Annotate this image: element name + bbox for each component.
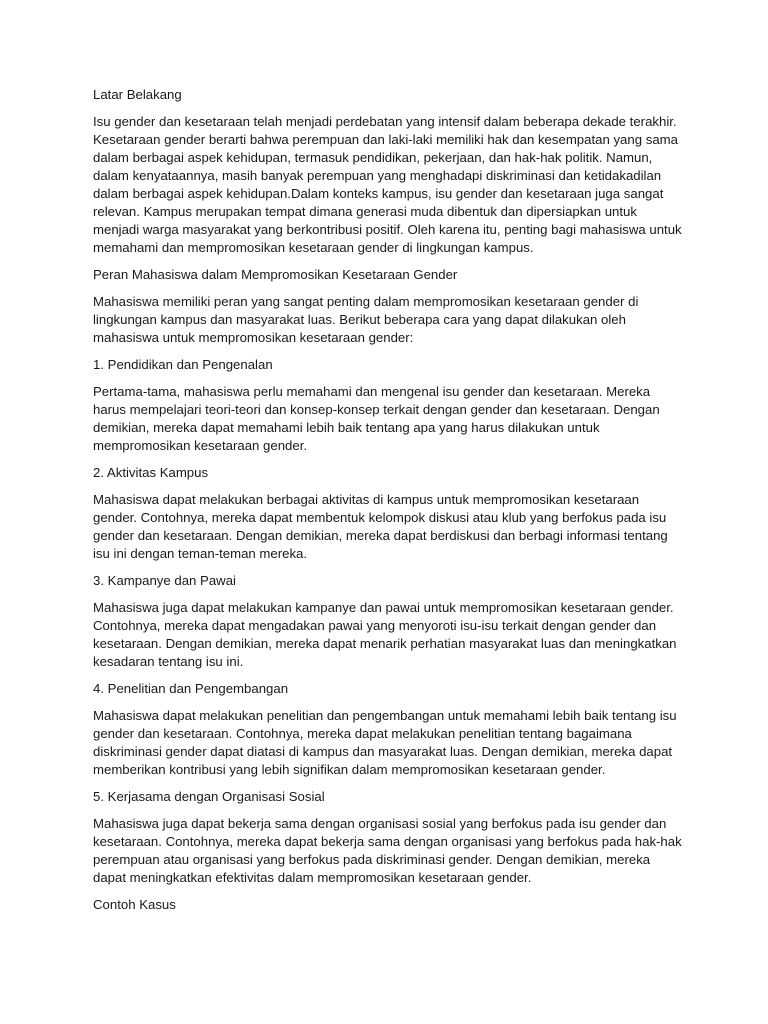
document-page [93,86,683,923]
closing-heading: Contoh Kasus [93,897,176,912]
item-heading-2: 2. Aktivitas Kampus [93,465,209,480]
item-heading-5: 5. Kerjasama dengan Organisasi Sosial [93,789,325,804]
item-body-2: Mahasiswa dapat melakukan berbagai aktivitas di kampus untuk mempromosikan kesetaraan gender. Contohnya, mereka dapat membentuk kelompok diskusi atau klub yang berfokus pada isu gender dan kesetaraan. Dengan demikian, mereka dapat berdiskusi dan berbagi informasi tentang isu ini dengan teman-teman mereka. [93,492,668,561]
item-body-4: Mahasiswa dapat melakukan penelitian dan pengembangan untuk memahami lebih baik tentang isu gender dan kesetaraan. Contohnya, mereka dapat melakukan penelitian tentang bagaimana diskriminasi gender dapat diatasi di kampus dan masyarakat luas. Dengan demikian, mereka dapat memberikan kontribusi yang lebih signifikan dalam mempromosikan kesetaraan gender. [93,708,677,777]
item-heading-1: 1. Pendidikan dan Pengenalan [93,357,273,372]
document-title: Latar Belakang [93,87,182,102]
section-intro-paragraph: Mahasiswa memiliki peran yang sangat penting dalam mempromosikan kesetaraan gender di lingkungan kampus dan masyarakat luas. Berikut beberapa cara yang dapat dilakukan oleh mahasiswa untuk mempromosikan kesetaraan gender: [93,294,639,345]
section-heading: Peran Mahasiswa dalam Mempromosikan Kesetaraan Gender [93,267,458,282]
item-body-1: Pertama-tama, mahasiswa perlu memahami dan mengenal isu gender dan kesetaraan. Mereka harus mempelajari teori-teori dan konsep-konsep terkait dengan gender dan kesetaraan. Dengan demikian, mereka dapat memahami lebih baik tentang apa yang harus dilakukan untuk mempromosikan kesetaraan gender. [93,384,660,453]
item-heading-4: 4. Penelitian dan Pengembangan [93,681,289,696]
item-body-5: Mahasiswa juga dapat bekerja sama dengan organisasi sosial yang berfokus pada isu gender dan kesetaraan. Contohnya, mereka dapat bekerja sama dengan organisasi yang berfokus pada hak-hak perempuan atau organisasi yang berfokus pada diskriminasi gender. Dengan demikian, mereka dapat meningkatkan efektivitas dalam mempromosikan kesetaraan gender. [93,816,682,885]
item-body-3: Mahasiswa juga dapat melakukan kampanye dan pawai untuk mempromosikan kesetaraan gender. Contohnya, mereka dapat mengadakan pawai yang menyoroti isu-isu terkait dengan gender dan kesetaraan. Dengan demikian, mereka dapat menarik perhatian masyarakat luas dan meningkatkan kesadaran tentang isu ini. [93,600,677,669]
intro-paragraph: Isu gender dan kesetaraan telah menjadi perdebatan yang intensif dalam beberapa dekade terakhir. Kesetaraan gender berarti bahwa perempuan dan laki-laki memiliki hak dan kesempatan yang sama dalam berbagai aspek kehidupan, termasuk pendidikan, pekerjaan, dan hak-hak politik. Namun, dalam kenyataannya, masih banyak perempuan yang menghadapi diskriminasi dan ketidakadilan dalam berbagai aspek kehidupan.Dalam konteks kampus, isu gender dan kesetaraan juga sangat relevan. Kampus merupakan tempat dimana generasi muda dibentuk dan dipersiapkan untuk menjadi warga masyarakat yang berkontribusi positif. Oleh karena itu, penting bagi mahasiswa untuk memahami dan mempromosikan kesetaraan gender di lingkungan kampus. [93,114,682,255]
item-heading-3: 3. Kampanye dan Pawai [93,573,236,588]
